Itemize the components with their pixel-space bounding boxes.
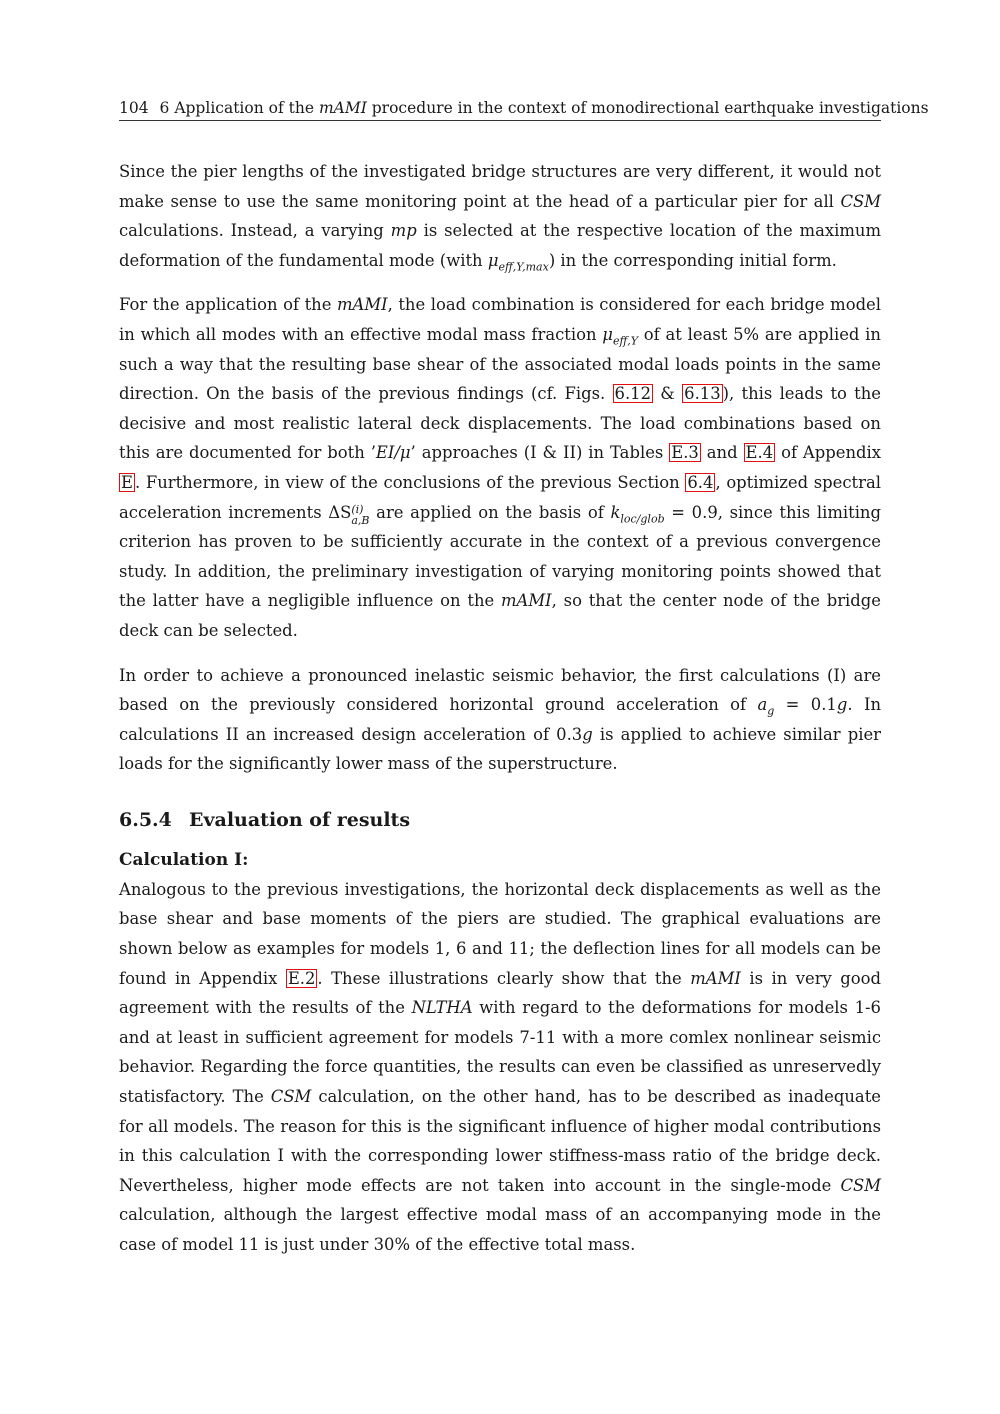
section-heading xyxy=(119,805,881,835)
table-ref-e3[interactable]: E.3 xyxy=(671,443,699,463)
paragraph-load-combination: For the application of the mAMI, the load combination is considered for each bridge model in which all modes with an effective modal mass fraction $\mu_{eff,Y}$ of at least 5% are applied in such a way that the resulting base shear of the associated modal loads points in the same direction. On the basis of the previous findings (cf. Figs. 6.12 & 6.13 ), this leads to the decisive and most realistic lateral deck displacements. The load combinations based on this are documented for both ’EI/μ’ approaches (I & II) in Tables E.3 and E.4 of Appendix E . Furthermore, in view of the conclusions of the previous Section 6.4 , optimized spectral acceleration increments ΔS (i) a,B are applied on the basis of $k_{loc/glob} = 0.9$, since this limiting criterion has proven to be sufficiently accurate in the context of a previous convergence study. In addition, the preliminary investigation of varying monitoring points showed that the latter have a negligible influence on the mAMI, so that the center node of the bridge deck can be selected. xyxy=(119,295,882,640)
paragraph-evaluation: Analogous to the previous investigations, the horizontal deck displacements as well as the base shear and base moments of the piers are studied. The graphical evaluations are shown below as examples for models 1, 6 and 11; the deflection lines for all models can be found in Appendix E.2 . These illustrations clearly show that the mAMI is in very good agreement with the results of the NLTHA with regard to the deformations for models 1-6 and at least in sufficient agreement for models 7-11 with a more comlex nonlinear seismic behavior. Regarding the force quantities, the results can even be classified as unreservedly statisfactory. The CSM calculation, on the other hand, has to be described as inadequate for all models. The reason for this is the significant influence of higher modal contributions in this calculation I with the corresponding lower stiffness-mass ratio of the bridge deck. Nevertheless, higher mode effects are not taken into account in the single-mode CSM calculation, although the largest effective modal mass of an accompanying mode in the case of model 11 is just under 30% of the effective total mass. xyxy=(119,879,881,1254)
appendix-ref-e2[interactable]: E.2 xyxy=(287,968,316,988)
appendix-ref-e[interactable]: E xyxy=(121,472,133,492)
chapter-title: 6 Application of the mAMI procedure in the context of monodirectional earthquake investigations xyxy=(159,99,929,117)
delta-indices: (i) a,B xyxy=(351,502,370,527)
page-number: 104 xyxy=(119,99,149,117)
paragraph-monitoring-point: Since the pier lengths of the investigated bridge structures are very different, it would not make sense to use the same monitoring point at the head of a particular pier for all CSM calculations. Instead, a varying mp is selected at the respective location of the maximum deformation of the fundamental mode (with $\mu_{eff,Y,max}$) in the corresponding initial form. xyxy=(119,162,881,274)
figure-ref-6-13[interactable]: 6.13 xyxy=(684,384,721,404)
section-title: Evaluation of results xyxy=(189,808,411,831)
figure-ref-6-12[interactable]: 6.12 xyxy=(614,384,652,404)
section-number: 6.5.4 xyxy=(119,808,172,831)
page-body xyxy=(119,157,881,1275)
section-ref-6-4[interactable]: 6.4 xyxy=(687,472,714,492)
paragraph-ground-acceleration: In order to achieve a pronounced inelastic seismic behavior, the first calculations (I) are based on the previously considered horizontal ground acceleration of $a_g = 0.1g$. In calculations II an increased design acceleration of 0.3g is applied to achieve similar pier loads for the significantly lower mass of the superstructure. xyxy=(119,665,881,774)
calculation-heading: Calculation I: xyxy=(119,849,249,870)
running-header xyxy=(119,97,929,121)
table-ref-e4[interactable]: E.4 xyxy=(745,443,774,463)
